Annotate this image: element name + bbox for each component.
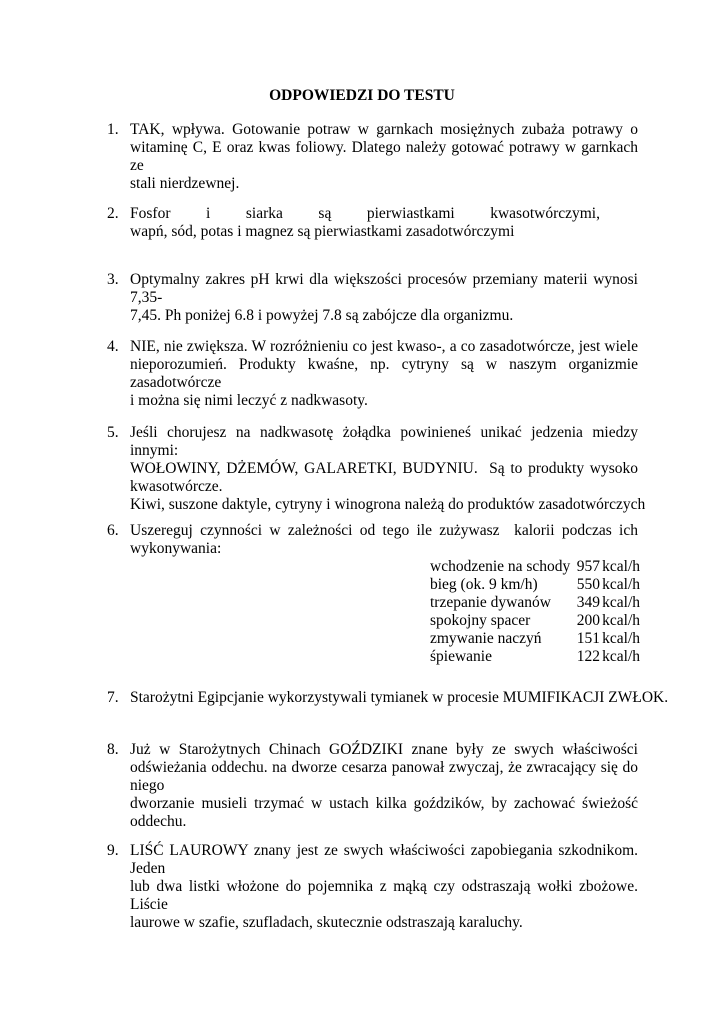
activity-name: wchodzenie na schody — [430, 558, 571, 575]
item-number: 3. — [107, 271, 119, 288]
text-line: nieporozumień. Produkty kwaśne, np. cytryny są w naszym organizmie zasadotwórcze — [130, 356, 638, 391]
activity-value: 200 — [576, 612, 600, 629]
activity-value: 550 — [576, 576, 600, 593]
text-line: dworzanie musieli trzymać w ustach kilka goździków, by zachować świeżość — [130, 795, 638, 812]
activity-value: 122 — [576, 648, 600, 665]
text-line: kwasotwórcze. — [130, 478, 223, 495]
activity-unit: kcal/h — [602, 612, 640, 629]
item-text — [130, 121, 638, 193]
text-line: WOŁOWINY, DŻEMÓW, GALARETKI, BUDYNIU. Są to produkty wysoko — [130, 460, 638, 477]
item-number: 5. — [107, 424, 119, 441]
text-line: Uszereguj czynności w zależności od tego ile zużywasz kalorii podczas ich — [130, 522, 638, 539]
activity-name: trzepanie dywanów — [430, 594, 551, 611]
calorie-table — [430, 558, 640, 666]
activity-value: 151 — [576, 630, 600, 647]
text-line: 7,45. Ph poniżej 6.8 i powyżej 7.8 są zabójcze dla organizmu. — [130, 307, 514, 324]
activity-value: 349 — [576, 594, 600, 611]
item-text — [130, 689, 669, 707]
item-text — [130, 205, 638, 241]
calorie-row — [430, 576, 640, 594]
activity-unit: kcal/h — [602, 576, 640, 593]
activity-name: śpiewanie — [430, 648, 492, 665]
text-line: witaminę C, E oraz kwas foliowy. Dlatego należy gotować potrawy w garnkach ze — [130, 139, 638, 174]
text-line: TAK, wpływa. Gotowanie potraw w garnkach mosiężnych zubaża potrawy o — [130, 121, 638, 138]
text-line: wapń, sód, potas i magnez są pierwiastkami zasadotwórczymi — [130, 223, 515, 240]
item-number: 8. — [107, 741, 119, 758]
item-number: 6. — [107, 522, 119, 539]
calorie-row — [430, 648, 640, 666]
activity-value: 957 — [576, 558, 600, 575]
item-number: 9. — [107, 842, 119, 859]
calorie-row — [430, 612, 640, 630]
activity-unit: kcal/h — [602, 630, 640, 647]
text-line: i można się nimi leczyć z nadkwasoty. — [130, 392, 368, 409]
activity-unit: kcal/h — [602, 648, 640, 665]
text-line: Optymalny zakres pH krwi dla większości procesów przemiany materii wynosi 7,35- — [130, 271, 638, 306]
text-line: Fosfor i siarka są pierwiastkami kwasotwórczymi, — [130, 205, 600, 222]
text-line: lub dwa listki włożone do pojemnika z mąką czy odstraszają wołki zbożowe. Liście — [130, 878, 638, 913]
text-line: wykonywania: — [130, 540, 222, 557]
item-number: 7. — [107, 689, 119, 706]
activity-name: zmywanie naczyń — [430, 630, 542, 647]
activity-unit: kcal/h — [602, 594, 640, 611]
item-text — [130, 741, 638, 831]
item-number: 4. — [107, 338, 119, 355]
item-text — [130, 271, 638, 325]
text-line: laurowe w szafie, szufladach, skutecznie odstraszają karaluchy. — [130, 914, 523, 931]
item-text — [130, 842, 638, 932]
item-number: 2. — [107, 205, 119, 222]
text-line: oddechu. — [130, 813, 187, 830]
activity-name: spokojny spacer — [430, 612, 531, 629]
text-line: Już w Starożytnych Chinach GOŹDZIKI znane były ze swych właściwości — [130, 741, 638, 758]
text-line: odświeżania oddechu. na dworze cesarza panował zwyczaj, że zwracający się do niego — [130, 759, 638, 794]
activity-name: bieg (ok. 9 km/h) — [430, 576, 538, 593]
item-text — [130, 424, 646, 514]
text-line: LIŚĆ LAUROWY znany jest ze swych właściwości zapobiegania szkodnikom. Jeden — [130, 842, 638, 877]
calorie-row — [430, 630, 640, 648]
item-text — [130, 522, 638, 558]
text-line: stali nierdzewnej. — [130, 175, 240, 192]
text-line: Kiwi, suszone daktyle, cytryny i winogrona należą do produktów zasadotwórczych — [130, 496, 646, 513]
text-line: NIE, nie zwiększa. W rozróżnieniu co jest kwaso-, a co zasadotwórcze, jest wiele — [130, 338, 638, 355]
calorie-row — [430, 558, 640, 576]
text-line: Starożytni Egipcjanie wykorzystywali tymianek w procesie MUMIFIKACJI ZWŁOK. — [130, 689, 669, 706]
page-title: ODPOWIEDZI DO TESTU — [269, 87, 455, 104]
calorie-row — [430, 594, 640, 612]
activity-unit: kcal/h — [602, 558, 640, 575]
item-text — [130, 338, 638, 410]
text-line: Jeśli chorujesz na nadkwasotę żołądka powinieneś unikać jedzenia miedzy innymi: — [130, 424, 638, 459]
item-number: 1. — [107, 121, 119, 138]
